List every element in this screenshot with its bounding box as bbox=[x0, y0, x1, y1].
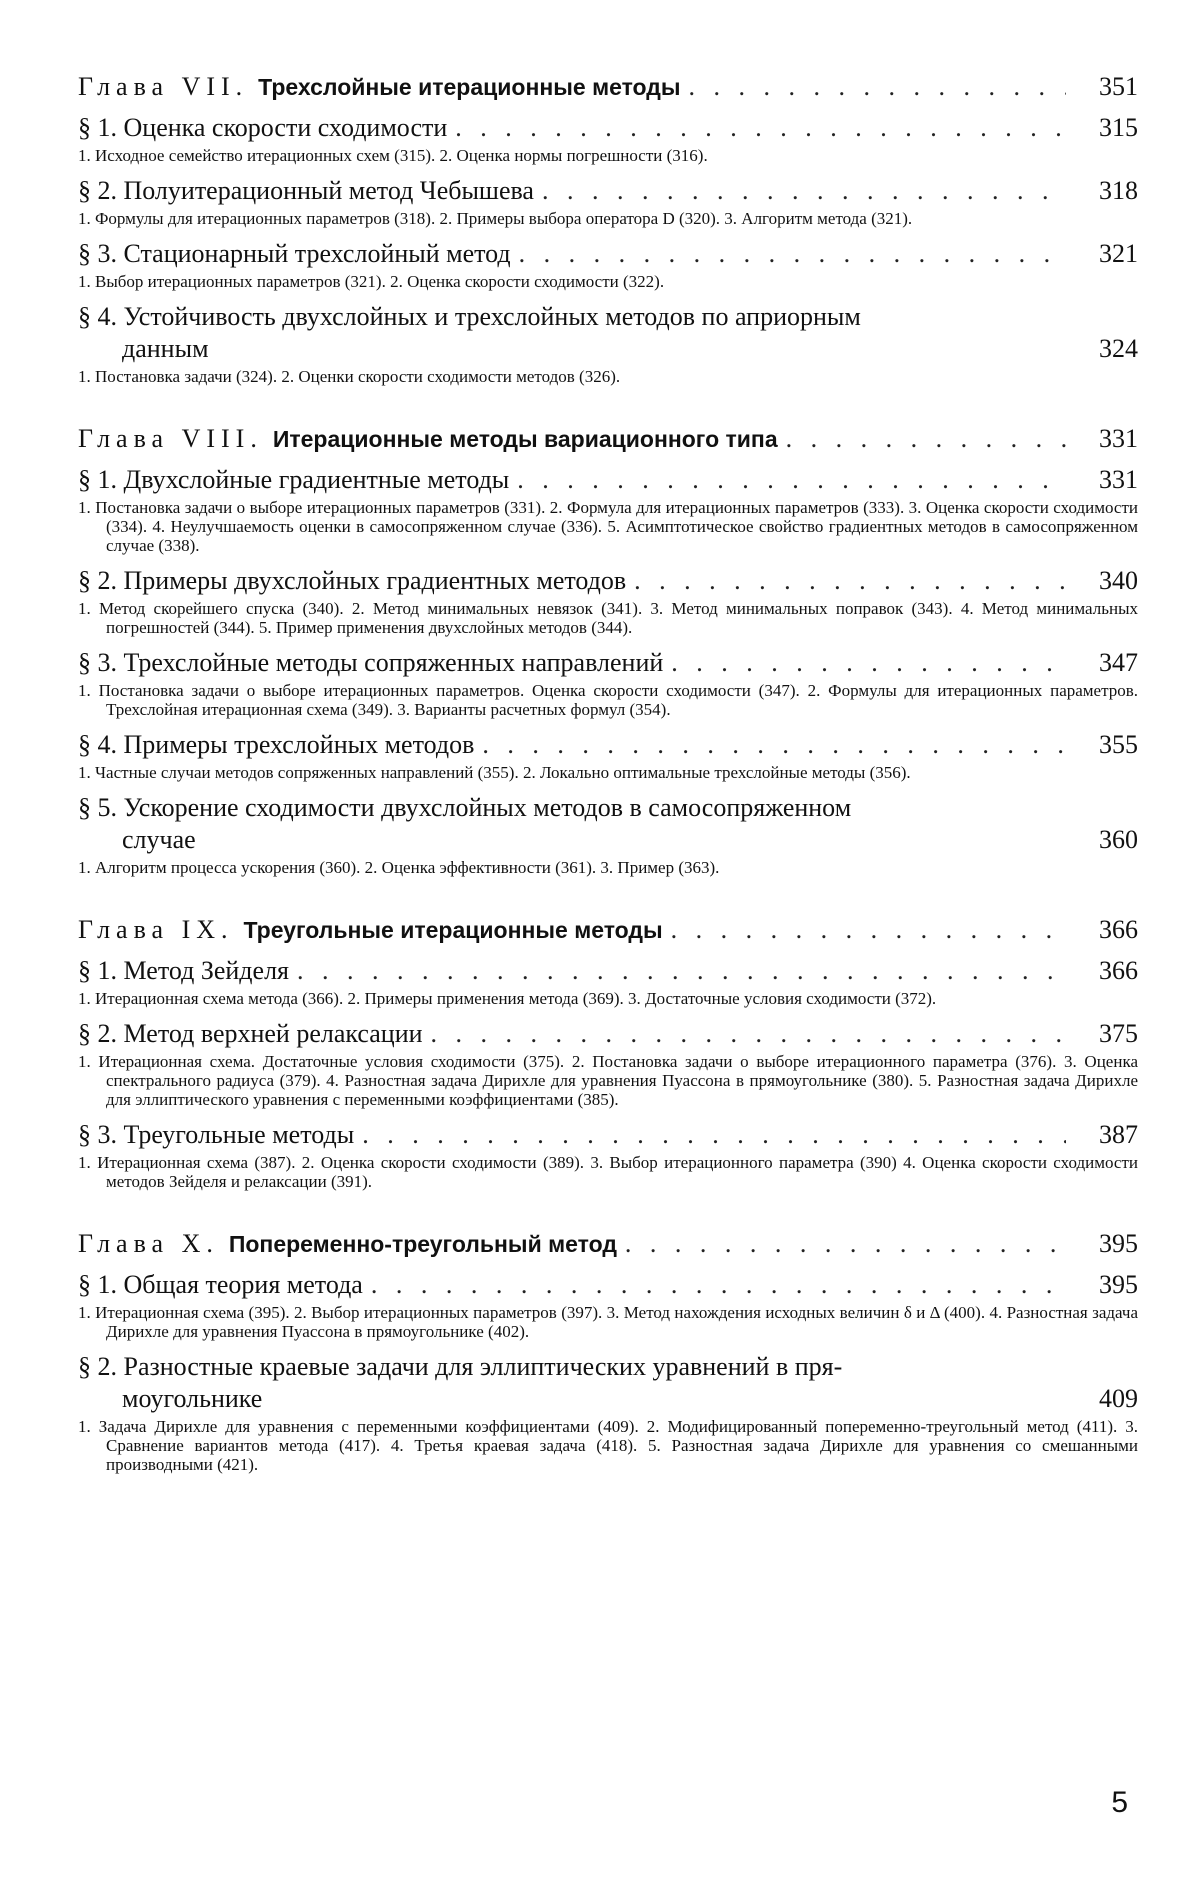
section-title: § 1. Общая теория метода bbox=[78, 1270, 363, 1299]
page-number: 331 bbox=[1099, 424, 1138, 453]
section-title: § 1. Оценка скорости сходимости bbox=[78, 113, 448, 142]
chapter-8 bbox=[78, 424, 1138, 877]
page-number: 331 bbox=[1099, 465, 1138, 494]
page-number: 366 bbox=[1099, 956, 1138, 985]
section-items: 1. Формулы для итерационных параметров (318). 2. Примеры выбора оператора D (320). 3. Алгоритм метода (321). bbox=[78, 209, 913, 228]
section-items: 1. Частные случаи методов сопряженных направлений (355). 2. Локально оптимальные трехслойные методы (356). bbox=[78, 763, 911, 782]
section bbox=[78, 1119, 1138, 1191]
section bbox=[78, 1018, 1138, 1109]
section-title: § 2. Примеры двухслойных градиентных методов bbox=[78, 566, 627, 595]
chapter-7 bbox=[78, 72, 1138, 386]
section-title: § 3. Треугольные методы bbox=[78, 1120, 355, 1149]
section-items: 1. Постановка задачи о выборе итерационных параметров (331). 2. Формула для итерационных параметров (333). 3. Оценка скорости сходимости (334). 4. Неулучшаемость оценки в самосопряженном случае (336). 5. Асимптотическое свойство градиентных методов в самосопряженном случае (338). bbox=[78, 498, 1138, 555]
page-number: 355 bbox=[1099, 730, 1138, 759]
leader-dots bbox=[689, 72, 1066, 102]
page-number: 351 bbox=[1099, 72, 1138, 101]
section bbox=[78, 112, 1138, 165]
section-title-continued: данным bbox=[122, 334, 209, 363]
leader-dots bbox=[297, 955, 1066, 987]
chapter-title: Попеременно-треугольный метод bbox=[228, 1231, 617, 1257]
section-title-continued: случае bbox=[122, 825, 196, 854]
section-items: 1. Постановка задачи (324). 2. Оценки скорости сходимости методов (326). bbox=[78, 367, 621, 386]
page-number: 324 bbox=[1099, 334, 1138, 363]
page-number: 387 bbox=[1099, 1120, 1138, 1149]
leader-dots bbox=[671, 647, 1066, 679]
section-title: § 3. Стационарный трехслойный метод bbox=[78, 239, 511, 268]
section-title: § 2. Разностные краевые задачи для эллиптических уравнений в пря- bbox=[78, 1352, 843, 1381]
leader-dots bbox=[371, 1269, 1066, 1301]
section bbox=[78, 1351, 1138, 1474]
page-number: 360 bbox=[1099, 825, 1138, 854]
page-number: 340 bbox=[1099, 566, 1138, 595]
chapter-heading bbox=[78, 72, 1138, 102]
section bbox=[78, 464, 1138, 555]
page-number: 321 bbox=[1099, 239, 1138, 268]
section-title: § 1. Двухслойные градиентные методы bbox=[78, 465, 510, 494]
leader-dots bbox=[671, 915, 1066, 945]
chapter-10 bbox=[78, 1229, 1138, 1474]
leader-dots bbox=[542, 175, 1066, 207]
page-number: 318 bbox=[1099, 176, 1138, 205]
folio-page-number: 5 bbox=[1111, 1786, 1128, 1819]
chapter-heading bbox=[78, 424, 1138, 454]
leader-dots bbox=[482, 729, 1066, 761]
section bbox=[78, 647, 1138, 719]
leader-dots bbox=[786, 424, 1066, 454]
leader-dots bbox=[517, 464, 1066, 496]
leader-dots bbox=[634, 565, 1066, 597]
chapter-label: Глава VIII. bbox=[78, 424, 263, 453]
section-title: § 4. Устойчивость двухслойных и трехслойных методов по априорным bbox=[78, 302, 861, 331]
leader-dots bbox=[431, 1018, 1066, 1050]
section-items: 1. Метод скорейшего спуска (340). 2. Метод минимальных невязок (341). 3. Метод минимальных поправок (343). 4. Метод минимальных погрешностей (344). 5. Пример применения двухслойных методов (344). bbox=[78, 599, 1138, 637]
chapter-title: Трехслойные итерационные методы bbox=[258, 74, 681, 100]
leader-dots bbox=[519, 238, 1066, 270]
section-title: § 4. Примеры трехслойных методов bbox=[78, 730, 475, 759]
section-items: 1. Постановка задачи о выборе итерационных параметров. Оценка скорости сходимости (347). 2. Формулы для итерационных параметров. Трехслойная итерационная схема (349). 3. Варианты расчетных формул (354). bbox=[78, 681, 1138, 719]
page-number: 347 bbox=[1099, 648, 1138, 677]
section bbox=[78, 729, 1138, 782]
section-title: § 1. Метод Зейделя bbox=[78, 956, 289, 985]
section bbox=[78, 565, 1138, 637]
page-number: 395 bbox=[1099, 1229, 1138, 1258]
section-title: § 3. Трехслойные методы сопряженных направлений bbox=[78, 648, 664, 677]
chapter-title: Треугольные итерационные методы bbox=[243, 917, 663, 943]
section-items: 1. Итерационная схема (387). 2. Оценка скорости сходимости (389). 3. Выбор итерационного параметра (390) 4. Оценка скорости сходимости методов Зейделя и релаксации (391). bbox=[78, 1153, 1138, 1191]
section-title: § 5. Ускорение сходимости двухслойных методов в самосопряженном bbox=[78, 793, 852, 822]
section bbox=[78, 1269, 1138, 1341]
section-items: 1. Исходное семейство итерационных схем (315). 2. Оценка нормы погрешности (316). bbox=[78, 146, 708, 165]
section-title: § 2. Метод верхней релаксации bbox=[78, 1019, 423, 1048]
page-number: 315 bbox=[1099, 113, 1138, 142]
chapter-label: Глава VII. bbox=[78, 72, 249, 101]
section bbox=[78, 238, 1138, 291]
page-number: 395 bbox=[1099, 1270, 1138, 1299]
section bbox=[78, 955, 1138, 1008]
chapter-heading bbox=[78, 1229, 1138, 1259]
chapter-label: Глава IX. bbox=[78, 915, 234, 944]
section bbox=[78, 792, 1138, 877]
page-number: 375 bbox=[1099, 1019, 1138, 1048]
section-items: 1. Выбор итерационных параметров (321). 2. Оценка скорости сходимости (322). bbox=[78, 272, 665, 291]
section bbox=[78, 175, 1138, 228]
leader-dots bbox=[362, 1119, 1066, 1151]
section-items: 1. Итерационная схема (395). 2. Выбор итерационных параметров (397). 3. Метод нахождения исходных величин δ и Δ (400). 4. Разностная задача Дирихле для уравнения Пуассона в прямоугольнике (402). bbox=[78, 1303, 1138, 1341]
section-items: 1. Итерационная схема. Достаточные условия сходимости (375). 2. Постановка задачи о выборе итерационного параметра (376). 3. Оценка спектрального радиуса (379). 4. Разностная задача Дирихле для уравнения Пуассона в прямоугольнике (380). 5. Разностная задача Дирихле для эллиптического уравнения с переменными коэффициентами (385). bbox=[78, 1052, 1138, 1109]
section-title: § 2. Полуитерационный метод Чебышева bbox=[78, 176, 534, 205]
section bbox=[78, 301, 1138, 386]
chapter-heading bbox=[78, 915, 1138, 945]
page-number: 366 bbox=[1099, 915, 1138, 944]
table-of-contents bbox=[78, 72, 1138, 1492]
section-items: 1. Итерационная схема метода (366). 2. Примеры применения метода (369). 3. Достаточные условия сходимости (372). bbox=[78, 989, 937, 1008]
leader-dots bbox=[455, 112, 1066, 144]
section-items: 1. Алгоритм процесса ускорения (360). 2. Оценка эффективности (361). 3. Пример (363). bbox=[78, 858, 720, 877]
section-items: 1. Задача Дирихле для уравнения с переменными коэффициентами (409). 2. Модифицированный попеременно-треугольный метод (411). 3. Сравнение вариантов метода (417). 4. Третья краевая задача (418). 5. Разностная задача Дирихле для уравнения со смешанными производными (421). bbox=[78, 1417, 1138, 1474]
chapter-label: Глава X. bbox=[78, 1229, 219, 1258]
chapter-title: Итерационные методы вариационного типа bbox=[272, 426, 778, 452]
page-number: 409 bbox=[1099, 1384, 1138, 1413]
chapter-9 bbox=[78, 915, 1138, 1191]
leader-dots bbox=[625, 1229, 1066, 1259]
section-title-continued: моугольнике bbox=[122, 1384, 263, 1413]
